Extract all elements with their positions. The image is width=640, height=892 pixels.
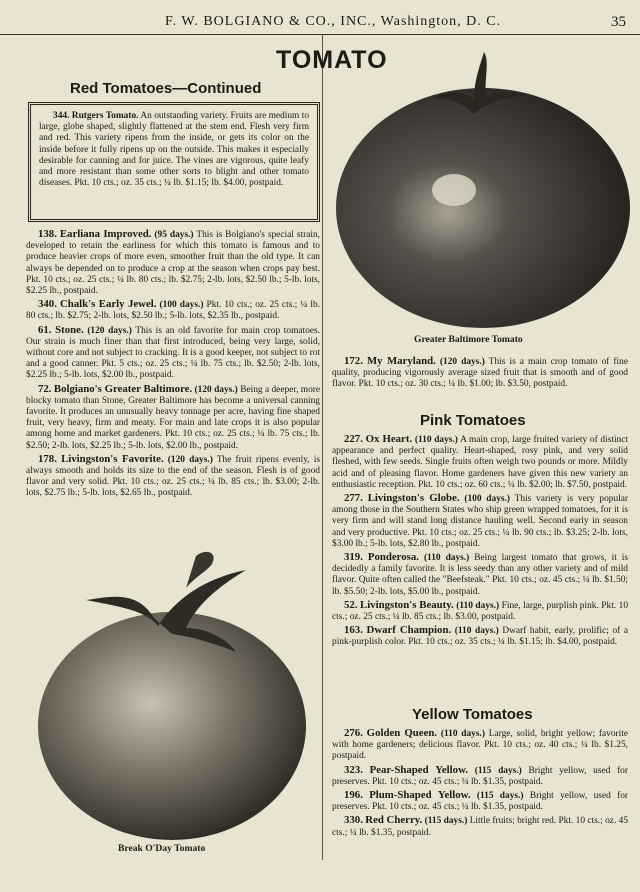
entry-name: Rutgers Tomato. (71, 111, 139, 121)
entry-earliana: 138. Earliana Improved. (95 days.) This is Bolgiano's special strain, developed to retain the earliness for which this tomato is famous and to produce heavier crops of more even, smoother fruit than the old type. It can always be depended on to produce a crop at the season when crops pay best. Pkt. 10 cts.; oz. 25 cts.; ¼ lb. 80 cts.; lb. $2.75; 2-lb. lots, $2.50 lb.; 5-lb. lots, $2.25 lb., postpaid. (26, 228, 320, 297)
page-number: 35 (611, 14, 626, 30)
entry-chalks: 340. Chalk's Early Jewel. (100 days.) Pkt. 10 cts.; oz. 25 cts.; ¼ lb. 80 cts.; lb. $2.75; 2-lb. lots, $2.50 lb.; 5-lb. lots, $2.35 lb., postpaid. (26, 298, 321, 322)
entry-pear-shaped-yellow: 323. Pear-Shaped Yellow. (115 days.) Bright yellow, used for preserves. Pkt. 10 cts.; oz. 45 cts.; ¼ lb. $1.35, postpaid. (332, 763, 628, 787)
entry-livingstons-globe: 277. Livingston's Globe. (100 days.) This variety is very popular among those in the Southern States who ship green wrapped tomatoes, for it is very firm and will stand long distance hauling well. Second early in season and very productive. Pkt. 10 cts.; oz. 25 cts.; ¼ lb. 90 cts.; lb. $3.25; 2-lb. lots, $3.00 lb.; 5-lb. lots, $2.80 lb., postpaid. (332, 492, 629, 549)
entry-ox-heart: 227. Ox Heart. (110 days.) A main crop, large fruited variety of distinct appearance and perfect quality. Heart-shaped, rosy pink, and very solid fleshed, with few seeds. Single fruits often weigh two pounds or more. Mildly acid and of pleasing flavor. Home gardeners have given this new variety an enthusiastic reception. Pkt. 10 cts.; oz. 60 cts.; ¼ lb. $2.00; lb. $7.50, postpaid. (332, 433, 629, 490)
break-oday-tomato-photo (36, 548, 308, 844)
column-divider (322, 34, 323, 860)
yellow-section-title: Yellow Tomatoes (412, 706, 533, 723)
page-title: TOMATO (276, 46, 388, 74)
entry-plum-shaped-yellow: 196. Plum-Shaped Yellow. (115 days.) Bright yellow, used for preserves. Pkt. 10 cts.; oz. 45 cts.; ¼ lb. $1.35, postpaid. (332, 789, 629, 813)
red-entries (26, 229, 320, 502)
red-entries-continued (332, 356, 628, 393)
entry-livingstons-beauty: 52. Livingston's Beauty. (110 days.) Fine, large, purplish pink. Pkt. 10 cts.; oz. 25 cts.; ¼ lb. 85 cts.; lb. $3.00, postpaid. (332, 598, 629, 623)
entry-greater-baltimore: 72. Bolgiano's Greater Baltimore. (120 days.) Being a deeper, more blocky tomato than Stone, Greater Baltimore has become a universal canning favorite. It produces an unusually heavy tonnage per acre, having fine shaped fruit, very heavy, firm and meaty. For main and late crops it is also popular among home and market gardeners. Pkt. 10 cts.; oz. 25 cts.; ¼ lb. 75 cts.; lb. $2.50; 2-lb. lots, $2.25 lb.; 5-lb. lots, $2.00 lb., postpaid. (26, 382, 321, 451)
rutgers-box (28, 102, 320, 222)
caption-greater-baltimore: Greater Baltimore Tomato (414, 334, 523, 345)
pink-section-title: Pink Tomatoes (420, 412, 526, 429)
publisher-line: F. W. BOLGIANO & CO., INC., Washington, D. C. (165, 14, 502, 29)
red-section-title: Red Tomatoes—Continued (70, 80, 262, 97)
page-header (0, 0, 640, 35)
entry-ponderosa: 319. Ponderosa. (110 days.) Being largest tomato that grows, it is decidedly a family favorite. It is less seedy than any other variety and of mild flavor. Quite often called the "Beefsteak." Pkt. 10 cts.; oz. 45 cts.; ¼ lb. $1.50; lb. $5.50; 2-lb. lots, $5.00 lb., postpaid. (332, 551, 629, 597)
entry-red-cherry: 330. Red Cherry. (115 days.) Little fruits; bright red. Pkt. 10 cts.; oz. 45 cts.; ¼ lb. $1.35, postpaid. (332, 814, 629, 838)
entry-dwarf-champion: 163. Dwarf Champion. (110 days.) Dwarf habit, early, prolific; of a pink-purplish color. Pkt. 10 cts.; oz. 35 cts.; ¼ lb. $1.15; lb. $4.00, postpaid. (332, 624, 629, 648)
entry-golden-queen: 276. Golden Queen. (110 days.) Large, solid, bright yellow; favorite with home gardeners; delicious flavor. Pkt. 10 cts.; oz. 40 cts.; ¼ lb. $1.25, postpaid. (332, 727, 629, 762)
greater-baltimore-tomato-photo (334, 48, 632, 330)
entry-my-maryland: 172. My Maryland. (120 days.) This is a main crop tomato of fine quality, producing vigorously average sized fruit that is smooth and of good flavor. Pkt. 10 cts.; oz. 30 cts.; ¼ lb. $1.00; lb. $3.50, postpaid. (332, 355, 629, 390)
entry-number: 344. (53, 111, 70, 121)
entry-text: An outstanding variety. Fruits are medium to large, globe shaped, slightly flattened at the stem end. Flesh very firm and red. This variety ripens from the inside, or gets its color on the inside before it fully ripens up on the outside. This makes it especially desirable for canning and for juice. The vines are vigorous, quite leafy and more resistant than some other sorts to blight and other tomato diseases. Pkt. 10 cts.; oz. 35 cts.; ¼ lb. $1.15; lb. $4.00, postpaid. (39, 111, 310, 189)
entry-livingstons-favorite: 178. Livingston's Favorite. (120 days.) The fruit ripens evenly, is always smooth and holds its size to the end of the season. Flesh is of good flavor and very solid. Pkt. 10 cts.; oz. 25 cts.; ¼ lb. 85 cts.; lb. $3.00; 2-lb. lots, $2.75 lb.; 5-lb. lots, $2.65 lb., postpaid. (26, 452, 321, 499)
caption-break-oday: Break O'Day Tomato (118, 843, 206, 854)
entry-stone: 61. Stone. (120 days.) This is an old favorite for main crop tomatoes. Our strain is much finer than that first introduced, being very large, solid, without core and not subject to cracking. It is a good keeper, not subject to rot and a good canner. Pkt. 5 cts.; oz. 25 cts.; ¼ lb. 75 cts.; lb. $2.50; 2-lb. lots, $2.25 lb.; 5-lb. lots, $2.00 lb., postpaid. (26, 323, 320, 381)
yellow-entries (332, 728, 628, 841)
pink-entries (332, 434, 628, 651)
